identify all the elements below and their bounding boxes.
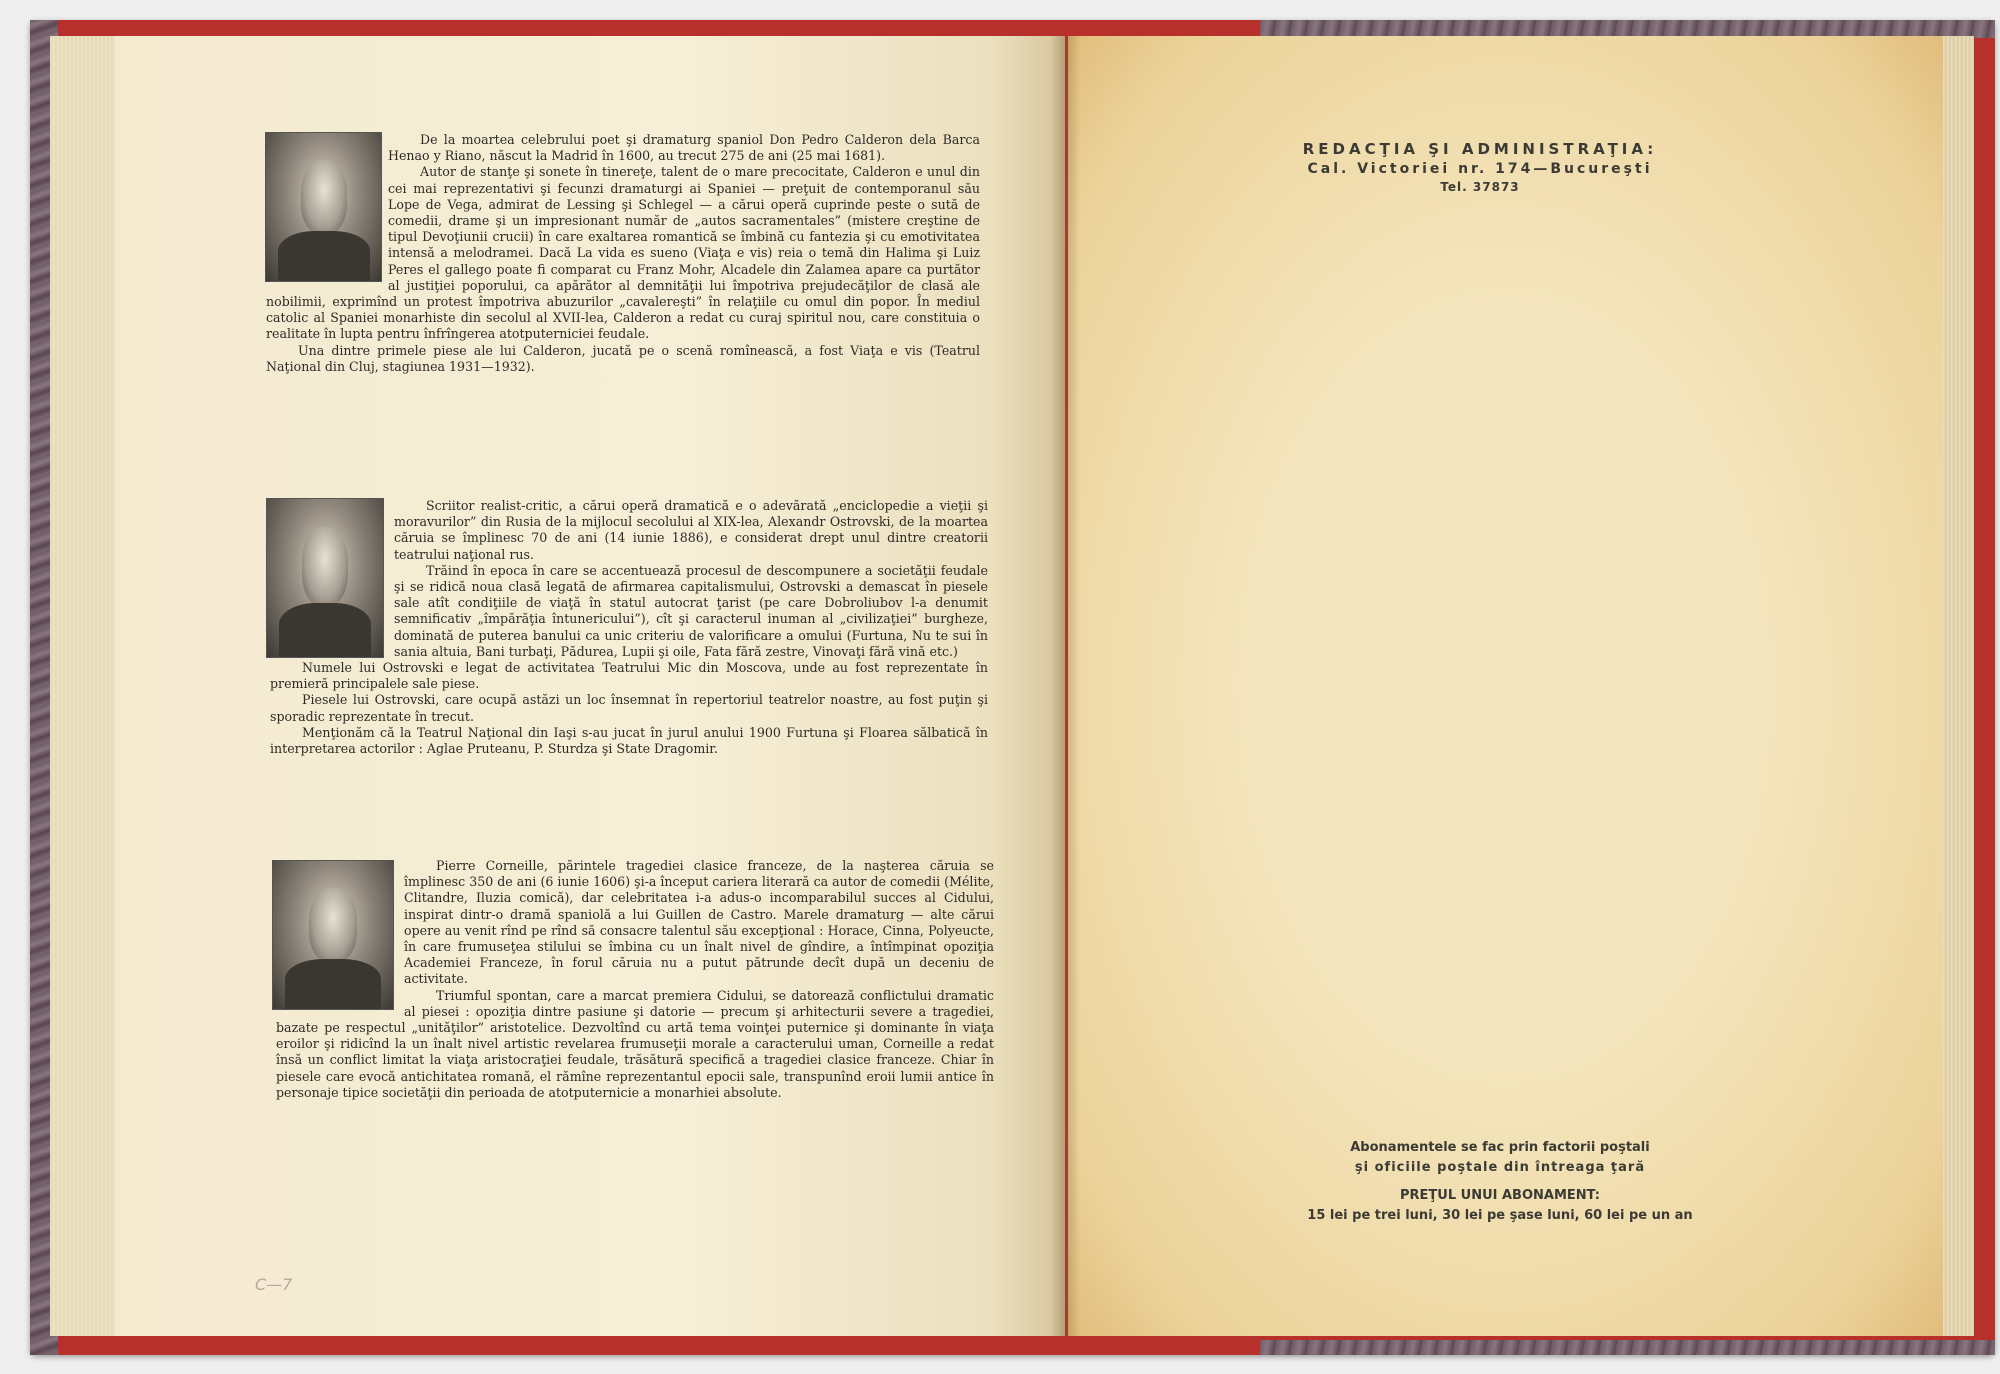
- subscription-line-2: şi oficiile poştale din întreaga ţară: [1354, 1160, 1646, 1175]
- subscription-price: 15 lei pe trei luni, 30 lei pe şase luni, 60 lei pe un an: [1307, 1208, 1693, 1223]
- book-gutter: [1050, 36, 1080, 1336]
- page-stack-right: [1940, 36, 1974, 1336]
- paragraph: Trăind în epoca în care se accentuează procesul de descompunere a societăţii feudale şi se ridică noua clasă legată de afirmarea capitalismului, Ostrovski a demascat în piesele sale atît condiţiile de viaţă în statul autocrat ţarist (pe care Dobroliubov l-a denumit semnificativ „împărăţia întunericului”), cît şi caracterul inuman al „civilizaţiei” burgheze, dominată de puterea banului ca unic criteriu de valorificare a omului (Furtuna, Nu te sui în sania altuia, Bani turbaţi, Pădurea, Lupii şi oile, Fata fără zestre, Vinovaţi fără vină etc.): [394, 562, 988, 659]
- paragraph: Menţionăm că la Teatrul Naţional din Iaşi s-au jucat în jurul anului 1900 Furtuna şi Floarea sălbatică în interpretarea actorilor : Aglae Pruteanu, P. Sturdza şi State Dragomir.: [270, 724, 988, 757]
- cover-marble-bottom: [1260, 1340, 1995, 1355]
- paragraph: Numele lui Ostrovski e legat de activitatea Teatrului Mic din Moscova, unde au fost reprezentate în premieră principalele sale piese.: [270, 660, 988, 692]
- paragraph: Triumful spontan, care a marcat premiera Cidului, se datorează conflictului dramatic al piesei : opoziţia dintre pasiune şi datorie — precum şi arhitecturii severe a tragediei, bazate pe respectul „unităţilor” aristotelice. Dezvoltînd cu artă tema voinţei puternice şi dominante în viaţa eroilor şi ridicînd la un înalt nivel artistic revelarea frumuseţii morale a caracterului uman, Corneille a redat însă un conflict limitat la viaţa aristocraţiei feudale, trăsătură specifică a tragediei clasice franceze. Chiar în piesele care evocă antichitatea romană, el rămîne reprezentantul epocii sale, transpunînd eroii lumii antice în personaje tipice societăţii din perioada de atotputernicie a monarhiei absolute.: [276, 987, 994, 1100]
- page-stack-left: [50, 36, 120, 1336]
- paragraph: Scriitor realist-critic, a cărui operă dramatică e o adevărată „enciclopedie a vieţii şi moravurilor” din Rusia de la mijlocul secolului al XIX-lea, Alexandr Ostrovski, de la moartea căruia se împlinesc 70 de ani (14 iunie 1886), e considerat drept unul dintre creatorii teatrului naţional rus.: [394, 498, 988, 562]
- editorial-address: [1200, 140, 1760, 194]
- article-calderon: [266, 132, 980, 375]
- subscription-price-heading: PREŢUL UNUI ABONAMENT:: [1399, 1188, 1601, 1203]
- paragraph: Pierre Corneille, părintele tragediei clasice franceze, de la naşterea căruia se împlinesc 350 de ani (6 iunie 1606) şi-a început cariera literară ca autor de comedii (Mélite, Clitandre, Iluzia comică), dar celebritatea i-a adus-o incomparabilul succes al Cidului, inspirat dintr-o dramă spaniolă a lui Guillen de Castro. Marele dramaturg — alte cărui opere au venit rînd pe rînd să consacre talentul său excepţional : Horace, Cinna, Polyeucte, în care frumuseţea stilului se îmbina cu un înalt nivel de gîndire, a întîmpinat opoziţia Academiei Franceze, în forul căruia nu a putut pătrunde decît după un deceniu de activitate.: [404, 858, 994, 987]
- editorial-heading: REDACŢIA ŞI ADMINISTRAŢIA:: [1302, 140, 1658, 158]
- subscription-line-1: Abonamentele se fac prin factorii poştali: [1350, 1140, 1650, 1155]
- pencil-note: C—7: [255, 1275, 293, 1294]
- article-corneille: [276, 858, 994, 1101]
- paragraph: Una dintre primele piese ale lui Calderon, jucată pe o scenă romînească, a fost Viaţa e vis (Teatrul Naţional din Cluj, stagiunea 1931—1932).: [266, 342, 980, 374]
- paragraph: De la moartea celebrului poet şi dramaturg spaniol Don Pedro Calderon dela Barca Henao y Riano, născut la Madrid în 1600, au trecut 275 de ani (25 mai 1681).: [388, 132, 980, 164]
- editorial-phone: Tel. 37873: [1440, 180, 1520, 194]
- article-ostrovski: [270, 498, 988, 757]
- paragraph: Piesele lui Ostrovski, care ocupă astăzi un loc însemnat în repertoriul teatrelor noastre, au fost puţin şi sporadic reprezentate în trecut.: [270, 692, 988, 724]
- editorial-street: Cal. Victoriei nr. 174—Bucureşti: [1307, 161, 1653, 177]
- subscription-info: [1235, 1138, 1765, 1226]
- paragraph: Autor de stanţe şi sonete în tinereţe, talent de o mare precocitate, Calderon e unul din cei mai reprezentativi şi fecunzi dramaturgi ai Spaniei — preţuit de contemporanul său Lope de Vega, admirat de Lessing şi Schlegel — a cărui operă cuprinde peste o sută de comedii, drame şi un impresionant număr de „autos sacramentales” (mistere creştine de tipul Devoţiunii crucii) în care exaltarea romantică se îmbină cu fantezia şi cu emotivitatea intensă a melodramei. Dacă La vida es sueno (Viaţa e vis) reia o temă din Halima şi Luiz Peres el gallego poate fi comparat cu Franz Mohr, Alcadele din Zalamea apare ca purtător al justiţiei poporului, ca apărător al demnităţii lui împotriva prejudecăţilor de clasă ale nobilimii, exprimînd un protest împotriva abuzurilor „cavalereşti” în relaţiile cu omul din popor. În mediul catolic al Spaniei monarhiste din secolul al XVII-lea, Calderon a redat cu curaj spiritul nou, care constituia o realitate în lupta pentru înfrîngerea atotputerniciei feudale.: [266, 164, 980, 342]
